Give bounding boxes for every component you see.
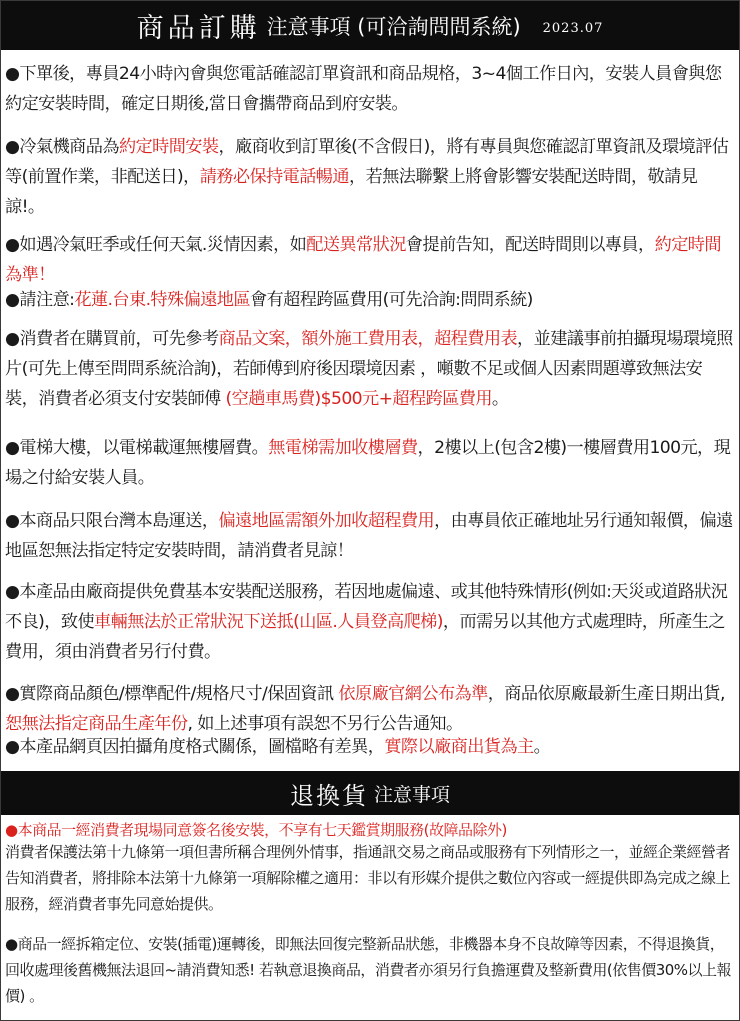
order-notice-banner [1,1,739,50]
highlight-text: 約定時間安裝 [118,137,219,157]
body-text: ●商品一經拆箱定位、安裝(插電)運轉後，即無法回復完整新品狀態，非機器本身不良故障等因素，不得退換貨，回收處理後舊機無法退回~請消費知悉! 若執意退換商品，消費者亦須另行負擔運費及整新費用(依售價30%以上報價) 。 [5,935,732,1005]
body-text: ●本產品由廠商提供免費基本安裝配送服務，若因地處偏遠、或其他特殊情形(例如:天災或道路狀況不良)，致使 [5,582,728,632]
highlight-text: (空趟車馬費)$500元+超程跨區費用 [225,389,492,409]
highlight-text: ●本商品一經消費者現場同意簽名後安裝，不享有七天鑑賞期服務(故障品除外) [5,821,507,839]
body-text: ●如遇冷氣旺季或任何天氣.災情因素，如 [5,235,307,255]
order-note-8 [5,577,735,667]
body-text: 消費者保護法第十九條第一項但書所稱合理例外情事，指通訊交易之商品或服務有下列情形之一，並經企業經營者告知消費者，將排除本法第十九條第一項解除權之適用：非以有形媒介提供之數位內容或一經提供即為完成之線上服務，經消費者事先同意始提供。 [5,843,731,913]
body-text: ，由專員依正確地址另行通知報價，偏遠地區恕無法指定特定安裝時間，請消費者見諒！ [5,511,733,561]
return-note-2 [5,839,735,917]
order-note-6 [5,433,735,493]
body-text: 。 [491,389,509,409]
body-text: ●本商品只限台灣本島運送， [5,511,219,531]
highlight-text: 車輛無法於正常狀況下送抵(山區.人員登高爬梯) [94,612,443,632]
return-banner-title: 退換貨 [289,781,368,810]
body-text: ●冷氣機商品為 [5,137,119,157]
highlight-text: 實際以廠商出貨為主 [384,737,534,757]
body-text: ●下單後，專員24小時內會與您電話確認訂單資訊和商品規格，3~4個工作日內，安裝人員會與您約定安裝時間，確定日期後,當日會攜帶商品到府安裝。 [5,64,722,114]
order-note-3 [5,230,735,290]
body-text: ，2樓以上(包含2樓)一樓層費用100元，現場之付給安裝人員。 [5,438,731,488]
body-text: ●電梯大樓，以電梯載運無樓層費。 [5,438,269,458]
highlight-text: 恕無法指定商品生產年份 [5,714,188,734]
body-text: , 如上述事項有誤恕不另行公告通知。 [187,714,463,734]
return-note-3 [5,931,735,1009]
banner-subtitle: 注意事項 (可洽詢問問系統) [266,14,521,39]
body-text: ，商品依原廠最新生產日期出貨, [487,684,725,704]
body-text: ●消費者在購買前，可先參考 [5,329,219,349]
body-text: ，廠商收到訂單後(不含假日)，將有專員與您確認訂單資訊及環境評估等(前置作業，非配送日)， [5,137,729,187]
order-note-9 [5,679,735,739]
body-text: 會提前告知，配送時間則以專員， [405,235,655,255]
order-note-7 [5,506,735,566]
highlight-text: 偏遠地區需額外加收超程費用 [218,511,435,531]
highlight-text: 無電梯需加收樓層費 [268,438,418,458]
body-text: ●實際商品顏色/標準配件/規格尺寸/保固資訊 [5,684,339,704]
highlight-text: 商品文案，額外施工費用表，超程費用表 [218,329,518,349]
body-text: 會有超程跨區費用(可先洽詢:問問系統) [249,290,533,310]
highlight-text: 花蓮.台東.特殊偏遠地區 [74,290,250,310]
highlight-text: 依原廠官網公布為準 [338,684,488,704]
body-text: ，若無法聯繫上將會影響安裝配送時間，敬請見諒!。 [5,167,698,217]
body-text: ●請注意: [5,290,75,310]
return-notice-banner [1,771,739,815]
body-text: ●本產品網頁因拍攝角度格式關係，圖檔略有差異， [5,737,385,757]
order-note-4 [5,285,735,315]
highlight-text: 配送異常狀況 [306,235,406,255]
banner-date: 2023.07 [542,21,604,36]
order-note-1 [5,59,735,119]
order-note-2 [5,132,735,222]
order-note-5 [5,324,735,414]
return-banner-subtitle: 注意事項 [373,783,450,806]
banner-title: 商品訂購 [136,13,261,44]
highlight-text: 約定時間為準！ [5,235,721,285]
highlight-text: 請務必保持電話暢通 [199,167,349,187]
order-note-10 [5,732,735,762]
body-text: ，而需另以其他方式處理時，所產生之費用，須由消費者另行付費。 [5,612,725,662]
body-text: ，並建議事前拍攝現場環境照片(可先上傳至問問系統洽詢)，若師傅到府後因環境因素 ，噸數不足或個人因素問題導致無法安裝，消費者必須支付安裝師傅 [5,329,733,409]
body-text: 。 [533,737,551,757]
